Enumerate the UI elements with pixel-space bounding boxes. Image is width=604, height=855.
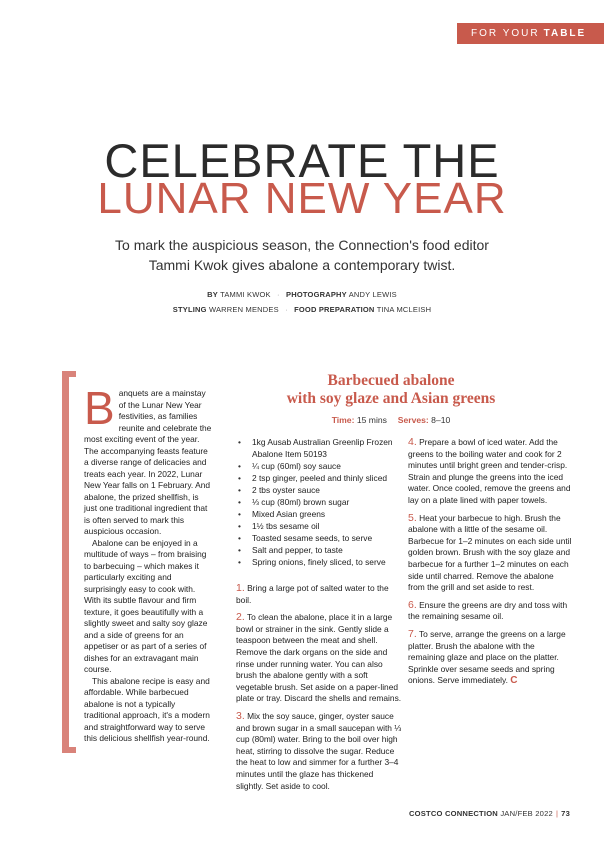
ingredient-item: • ⅓ cup (80ml) brown sugar	[236, 497, 402, 509]
serves-label: Serves:	[397, 415, 429, 425]
issue-date: JAN/FEB 2022	[500, 809, 553, 818]
recipe-meta	[232, 415, 550, 425]
ingredient-item: • 1kg Ausab Australian Greenlip Frozen Abalone Item 50193	[236, 437, 402, 460]
food-prep-label: FOOD PREPARATION	[294, 305, 375, 314]
method-step: 6. Ensure the greens are dry and toss with the remaining sesame oil.	[408, 598, 568, 622]
recipe-title: Barbecued abalone with soy glaze and Asian greens	[286, 372, 496, 407]
photo-label: PHOTOGRAPHY	[286, 290, 347, 299]
by-value: TAMMI KWOK	[220, 290, 271, 299]
section-tab	[457, 23, 604, 44]
ingredient-item: • Spring onions, finely sliced, to serve	[236, 557, 402, 569]
intro-paragraph: Abalone can be enjoyed in a multitude of ways – from braising to barbecuing – which makes it particularly exciting and surprisingly easy to cook with. With its subtle flavour and firm texture, it goes beautifully with a slightly sweet and salty soy glaze and a side of greens for an appetiser or as part of a series of dishes for an extravagant main course.	[84, 537, 208, 674]
credits-line-2	[0, 305, 604, 314]
page-number: 73	[561, 809, 570, 818]
credits-line-1	[0, 290, 604, 299]
styling-label: STYLING	[172, 305, 207, 314]
ingredient-item: • 1½ tbs sesame oil	[236, 521, 402, 533]
intro-paragraph: This abalone recipe is easy and affordable. While barbecued abalone is not a typically traditional approach, it's a modern and straightforward way to serve this delicious shellfish year-round.	[84, 675, 210, 743]
method-step: 3. Mix the soy sauce, ginger, oyster sauce and brown sugar in a small saucepan with ⅓ cup (80ml) water. Bring to the boil over high heat, stirring to dissolve the sugar. Reduce the heat to low and simmer for a further 3–4 minutes until the glaze has thickened slightly. Set aside to cool.	[236, 709, 402, 791]
ingredient-item: • 2 tsp ginger, peeled and thinly sliced	[236, 473, 402, 485]
end-mark-icon: C	[510, 675, 518, 687]
intro-paragraph: Banquets are a mainstay of the Lunar New Year festivities, as families reunite and celebrate the most exciting event of the year. The accompanying feasts feature a diverse range of delicacies and treats each year. In 2022, Lunar New Year falls on 1 February. And abalone, the prized shellfish, is just one traditional ingredient that is often served to mark this auspicious occasion.	[84, 382, 212, 536]
time-label: Time:	[331, 415, 355, 425]
section-prefix: FOR YOUR	[471, 28, 540, 39]
ingredient-item: • Toasted sesame seeds, to serve	[236, 533, 402, 545]
ingredient-item: • 2 tbs oyster sauce	[236, 485, 402, 497]
intro-bracket-top	[62, 371, 76, 377]
standfirst: To mark the auspicious season, the Connection's food editor Tammi Kwok gives abalone a contemporary twist.	[115, 237, 489, 273]
headline-line-1: CELEBRATE THE	[104, 134, 500, 187]
method-step: 4. Prepare a bowl of iced water. Add the greens to the boiling water and cook for 2 minutes until bright green and tender-crisp. Strain and plunge the greens into the iced water. Once cooled, remove the greens and lay on a plate lined with paper towels.	[408, 436, 571, 505]
ingredient-item: • Mixed Asian greens	[236, 509, 402, 521]
method-step: 2. To clean the abalone, place it in a large bowl or strainer in the sink. Gently slide a teaspoon between the meat and shell. Remove the dark organs on the side and rinse under running water. You can also brush the abalone gently with a soft vegetable brush. Set aside on a paper-lined plate or tray. Discard the shells and remains.	[236, 611, 402, 704]
publication-name: COSTCO CONNECTION	[408, 809, 498, 818]
by-label: BY	[207, 290, 218, 299]
food-prep-value: TINA MCLEISH	[376, 305, 432, 314]
method-step: 7. To serve, arrange the greens on a large platter. Brush the abalone with the remaining glaze and place on the platter. Sprinkle over sesame seeds and spring onions. Serve immediately. C	[408, 627, 566, 687]
serves-value: 8–10	[431, 415, 451, 425]
ingredient-item: • Salt and pepper, to taste	[236, 545, 402, 557]
page-footer: COSTCO CONNECTION JAN/FEB 2022 | 73	[408, 809, 570, 818]
credits-separator: ·	[285, 305, 288, 314]
intro-column	[84, 382, 212, 745]
section-name: TABLE	[543, 28, 587, 39]
intro-bracket-bottom	[62, 747, 76, 753]
styling-value: WARREN MENDES	[208, 305, 279, 314]
credits-separator: ·	[277, 290, 280, 299]
ingredient-item: • ¼ cup (60ml) soy sauce	[236, 461, 402, 473]
headline-line-2: LUNAR NEW YEAR	[97, 174, 507, 223]
recipe-column-2	[408, 437, 572, 693]
drop-cap: B	[84, 382, 115, 434]
recipe-column-1	[236, 437, 402, 798]
method-step: 1. Bring a large pot of salted water to the boil.	[236, 582, 389, 605]
intro-bracket	[62, 371, 69, 753]
time-value: 15 mins	[356, 415, 387, 425]
photo-value: ANDY LEWIS	[348, 290, 397, 299]
ingredient-list	[236, 437, 402, 569]
method-step: 5. Heat your barbecue to high. Brush the abalone with a little of the sesame oil. Barbecue for 1–2 minutes on each side until golden brown. Brush with the soy glaze and barbecue for a further 1–2 minutes on each side until charred. Remove the abalone from the grill and set aside to rest.	[408, 511, 572, 593]
